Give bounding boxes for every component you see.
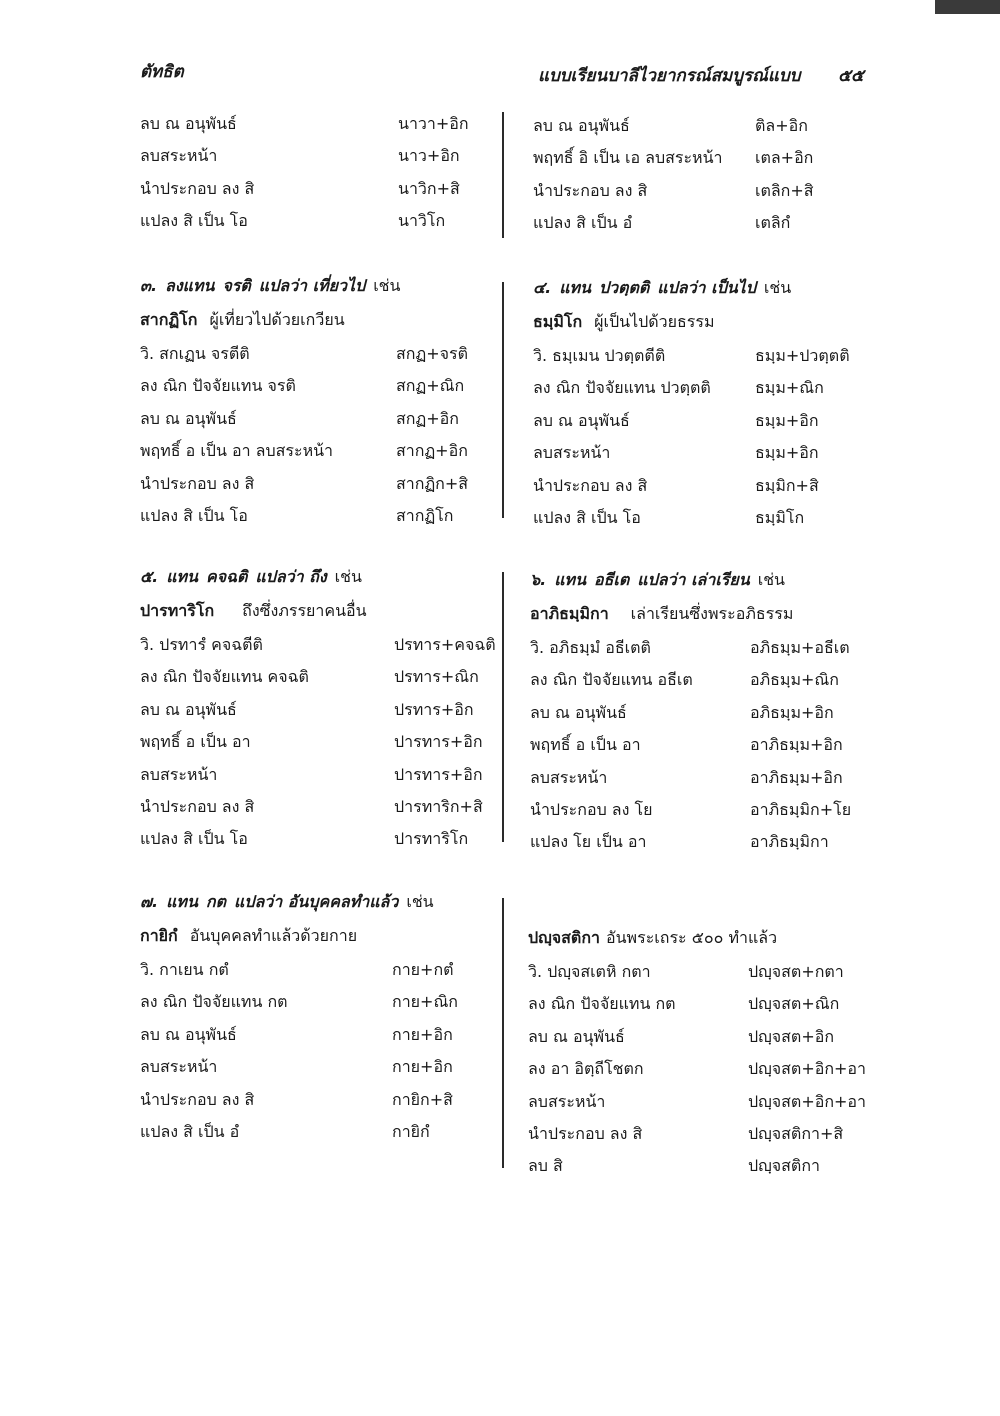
form-text: เตลิก+สิ bbox=[755, 180, 814, 200]
section-6 bbox=[530, 568, 875, 863]
form-text: กาย+อิก bbox=[392, 1024, 453, 1044]
example-gloss: เล่าเรียนซึ่งพระอภิธรรม bbox=[630, 604, 794, 623]
heading-term: แทน bbox=[554, 570, 587, 589]
step-text: นำประกอบ ลง สิ bbox=[533, 475, 648, 495]
derivation-row bbox=[533, 211, 873, 243]
section-3 bbox=[140, 274, 490, 536]
form-text: นาวิก+สิ bbox=[398, 178, 460, 198]
form-text: ธมฺม+ณิก bbox=[755, 378, 824, 398]
form-text: ธมฺม+ปวตฺตติ bbox=[755, 346, 850, 365]
step-text: พฤทธิ์ อ เป็น อา ลบสระหน้า bbox=[140, 441, 334, 461]
example-word: อาภิธมฺมิกา bbox=[530, 604, 609, 623]
derivation-row bbox=[140, 1055, 490, 1087]
step-text: นำประกอบ ลง โย bbox=[530, 799, 653, 819]
step-text: ลง อา อิตฺถีโชตก bbox=[528, 1059, 644, 1079]
example-line bbox=[140, 308, 490, 342]
derivation-row bbox=[533, 146, 873, 178]
form-text: ปารทาร+อิก bbox=[394, 732, 483, 752]
column-divider bbox=[502, 898, 504, 1168]
heading-term: ลงแทน bbox=[165, 276, 215, 295]
form-text: ปญฺจสต+ณิก bbox=[748, 994, 840, 1014]
section-number: ๔. bbox=[533, 278, 552, 297]
form-text: อาภิธมฺม+อิก bbox=[750, 767, 843, 787]
example-line bbox=[140, 924, 490, 958]
heading-meaning: แปลว่า เป็นไป bbox=[657, 278, 756, 297]
derivation-row bbox=[140, 374, 490, 406]
heading-example-word: เช่น bbox=[373, 276, 401, 295]
left-top-block bbox=[140, 112, 490, 242]
step-text: พฤทธิ์ อิ เป็น เอ ลบสระหน้า bbox=[533, 148, 723, 168]
heading-meaning: แปลว่า ถึง bbox=[255, 567, 327, 586]
form-text: ปารทาร+อิก bbox=[394, 764, 483, 784]
section-heading bbox=[530, 568, 875, 602]
derivation-row bbox=[140, 990, 490, 1022]
step-text: วิ. สกเฏน จรตีติ bbox=[140, 344, 250, 363]
step-text: ลบ ณ อนุพันธ์ bbox=[528, 1026, 625, 1046]
section-heading bbox=[533, 276, 873, 310]
form-text: อาภิธมฺมิกา bbox=[750, 832, 829, 852]
heading-term: อธีเต bbox=[594, 570, 630, 589]
example-gloss: อันพระเถระ ๕๐๐ ทำแล้ว bbox=[606, 928, 778, 947]
form-text: เตลิกํ bbox=[755, 213, 791, 233]
example-gloss: ผู้เที่ยวไปด้วยเกวียน bbox=[209, 310, 345, 329]
step-text: ลบ ณ อนุพันธ์ bbox=[530, 702, 627, 722]
column-divider bbox=[502, 572, 504, 842]
step-text: วิ. อภิธมฺมํ อธีเตติ bbox=[530, 638, 651, 657]
step-text: นำประกอบ ลง สิ bbox=[533, 180, 648, 200]
example-gloss: อันบุคคลทำแล้วด้วยกาย bbox=[189, 926, 358, 945]
step-text: ลบสระหน้า bbox=[528, 1091, 606, 1111]
form-text: กาย+กตํ bbox=[392, 960, 454, 979]
step-text: นำประกอบ ลง สิ bbox=[140, 473, 255, 493]
derivation-row bbox=[140, 827, 490, 859]
derivation-row bbox=[530, 766, 875, 798]
step-text: นำประกอบ ลง สิ bbox=[140, 178, 255, 198]
derivation-row bbox=[533, 114, 873, 146]
form-text: อาภิธมฺมิก+โย bbox=[750, 799, 852, 819]
form-text: สากฏิก+สิ bbox=[396, 473, 469, 493]
example-word: ปญฺจสติกา bbox=[528, 928, 600, 947]
step-text: ลง ณิก ปัจจัยแทน คจฉติ bbox=[140, 667, 309, 687]
derivation-row bbox=[530, 636, 875, 668]
scan-edge-mark bbox=[935, 0, 1000, 14]
form-text: ธมฺม+อิก bbox=[755, 443, 819, 463]
derivation-row bbox=[140, 795, 490, 827]
form-text: กายิก+สิ bbox=[392, 1089, 453, 1109]
step-text: ลบสระหน้า bbox=[530, 767, 608, 787]
heading-term: แทน bbox=[166, 892, 198, 911]
derivation-row bbox=[140, 730, 490, 762]
derivation-row bbox=[528, 992, 878, 1024]
form-text: ปรทาร+คจฉติ bbox=[394, 635, 496, 654]
heading-meaning: แปลว่า เล่าเรียน bbox=[637, 570, 750, 589]
example-line bbox=[533, 310, 873, 344]
heading-meaning: แปลว่า เที่ยวไป bbox=[258, 276, 366, 295]
heading-term: ปวตฺตติ bbox=[598, 278, 650, 297]
step-text: แปลง สิ เป็น โอ bbox=[140, 505, 248, 525]
derivation-row bbox=[140, 763, 490, 795]
derivation-row bbox=[530, 733, 875, 765]
form-text: ปรทาร+อิก bbox=[394, 699, 474, 719]
section-heading bbox=[140, 890, 490, 924]
step-text: วิ. ธมฺเมน ปวตฺตตีติ bbox=[533, 346, 666, 365]
derivation-row bbox=[140, 177, 490, 209]
form-text: สกฏ+ณิก bbox=[396, 376, 465, 396]
step-text: แปลง สิ เป็น อํ bbox=[533, 213, 633, 233]
section-4 bbox=[533, 276, 873, 538]
form-text: อภิธมฺม+อธีเต bbox=[750, 638, 850, 657]
form-text: ปญฺจสต+อิก+อา bbox=[748, 1059, 867, 1079]
form-text: ปรทาร+ณิก bbox=[394, 667, 479, 687]
derivation-row bbox=[530, 830, 875, 862]
step-text: ลบ ณ อนุพันธ์ bbox=[533, 116, 630, 135]
section-number: ๕. bbox=[140, 567, 159, 586]
example-line bbox=[530, 602, 875, 636]
derivation-row bbox=[140, 633, 496, 665]
form-text: ธมฺม+อิก bbox=[755, 410, 819, 430]
step-text: วิ. ปรทารํ คจฉตีติ bbox=[140, 635, 263, 654]
derivation-row bbox=[140, 698, 490, 730]
step-text: ลบ ณ อนุพันธ์ bbox=[140, 114, 237, 133]
heading-term: จรติ bbox=[222, 276, 251, 295]
running-head-left: ตัทธิต bbox=[140, 62, 184, 82]
step-text: ลบ ณ อนุพันธ์ bbox=[140, 699, 237, 719]
derivation-row bbox=[533, 506, 873, 538]
step-text: ลบ ณ อนุพันธ์ bbox=[533, 410, 630, 430]
derivation-row bbox=[140, 209, 490, 241]
form-text: ปญฺจสต+กตา bbox=[748, 962, 844, 981]
form-text: ปญฺจสติกา+สิ bbox=[748, 1123, 844, 1143]
step-text: นำประกอบ ลง สิ bbox=[140, 1089, 255, 1109]
derivation-row bbox=[140, 472, 490, 504]
step-text: ลบสระหน้า bbox=[140, 1057, 218, 1077]
form-text: สากฏ+อิก bbox=[396, 441, 468, 461]
derivation-row bbox=[533, 409, 873, 441]
example-word: ธมฺมิโก bbox=[533, 312, 583, 331]
form-text: นาวา+อิก bbox=[398, 114, 469, 133]
derivation-row bbox=[140, 112, 490, 144]
step-text: แปลง โย เป็น อา bbox=[530, 832, 647, 852]
derivation-row bbox=[140, 504, 490, 536]
heading-example-word: เช่น bbox=[406, 892, 434, 911]
derivation-row bbox=[140, 342, 490, 374]
form-text: ปญฺจสติกา bbox=[748, 1156, 820, 1176]
derivation-row bbox=[533, 474, 873, 506]
heading-term: กต bbox=[205, 892, 226, 911]
step-text: ลง ณิก ปัจจัยแทน จรติ bbox=[140, 376, 296, 396]
derivation-row bbox=[533, 179, 873, 211]
step-text: แปลง สิ เป็น โอ bbox=[533, 507, 641, 527]
section-heading bbox=[140, 274, 490, 308]
step-text: วิ. ปญฺจสเตหิ กตา bbox=[528, 962, 651, 981]
example-line bbox=[140, 599, 490, 633]
step-text: ลง ณิก ปัจจัยแทน กต bbox=[140, 992, 288, 1012]
form-text: กาย+ณิก bbox=[392, 992, 458, 1012]
derivation-row bbox=[140, 144, 490, 176]
form-text: ติล+อิก bbox=[755, 116, 808, 135]
heading-example-word: เช่น bbox=[757, 570, 785, 589]
form-text: นาวิโก bbox=[398, 211, 446, 231]
derivation-row bbox=[528, 1154, 878, 1186]
step-text: วิ. กาเยน กตํ bbox=[140, 960, 229, 979]
example-line bbox=[528, 926, 878, 960]
form-text: ธมฺมิก+สิ bbox=[755, 475, 819, 495]
derivation-row bbox=[533, 344, 873, 376]
column-divider bbox=[502, 282, 504, 518]
page-number: ๕๕ bbox=[838, 66, 864, 86]
form-text: อภิธมฺม+อิก bbox=[750, 702, 834, 722]
example-word: กายิกํ bbox=[140, 926, 178, 945]
example-word: สากฏิโก bbox=[140, 310, 198, 329]
form-text: ธมฺมิโก bbox=[755, 507, 805, 527]
step-text: ลง ณิก ปัจจัยแทน กต bbox=[528, 994, 676, 1014]
step-text: ลบ ณ อนุพันธ์ bbox=[140, 1024, 237, 1044]
column-divider bbox=[502, 112, 504, 238]
derivation-row bbox=[528, 960, 878, 992]
section-last bbox=[528, 926, 878, 1187]
step-text: ลบสระหน้า bbox=[533, 443, 611, 463]
derivation-row bbox=[140, 439, 490, 471]
form-text: ปญฺจสต+อิก bbox=[748, 1026, 835, 1046]
form-text: เตล+อิก bbox=[755, 148, 814, 168]
form-text: สากฏิโก bbox=[396, 505, 454, 525]
form-text: สกฏ+จรติ bbox=[396, 344, 468, 363]
step-text: แปลง สิ เป็น โอ bbox=[140, 211, 248, 231]
step-text: ลบสระหน้า bbox=[140, 146, 218, 166]
derivation-row bbox=[140, 1120, 490, 1152]
heading-meaning: แปลว่า อันบุคคลทำแล้ว bbox=[233, 892, 399, 911]
section-heading bbox=[140, 565, 490, 599]
section-number: ๓. bbox=[140, 276, 158, 295]
heading-term: คจฉติ bbox=[205, 567, 248, 586]
derivation-row bbox=[530, 668, 875, 700]
derivation-row bbox=[140, 958, 490, 990]
derivation-row bbox=[533, 376, 873, 408]
step-text: พฤทธิ์ อ เป็น อา bbox=[140, 732, 251, 752]
example-gloss: ถึงซึ่งภรรยาคนอื่น bbox=[242, 601, 367, 620]
derivation-row bbox=[528, 1122, 878, 1154]
step-text: นำประกอบ ลง สิ bbox=[528, 1123, 643, 1143]
step-text: ลง ณิก ปัจจัยแทน ปวตฺตติ bbox=[533, 378, 711, 398]
step-text: ลง ณิก ปัจจัยแทน อธีเต bbox=[530, 670, 693, 690]
heading-example-word: เช่น bbox=[334, 567, 362, 586]
step-text: แปลง สิ เป็น โอ bbox=[140, 829, 248, 849]
derivation-row bbox=[140, 1088, 490, 1120]
derivation-row bbox=[528, 1090, 878, 1122]
derivation-row bbox=[528, 1025, 878, 1057]
step-text: พฤทธิ์ อ เป็น อา bbox=[530, 735, 641, 755]
form-text: ปารทาริก+สิ bbox=[394, 796, 483, 816]
step-text: นำประกอบ ลง สิ bbox=[140, 796, 255, 816]
running-head-right: แบบเรียนบาลีไวยากรณ์สมบูรณ์แบบ bbox=[538, 66, 801, 86]
derivation-row bbox=[533, 441, 873, 473]
example-gloss: ผู้เป็นไปด้วยธรรม bbox=[594, 312, 715, 331]
heading-example-word: เช่น bbox=[763, 278, 792, 297]
heading-term: แทน bbox=[166, 567, 198, 586]
form-text: สกฏ+อิก bbox=[396, 408, 459, 428]
form-text: อภิธมฺม+ณิก bbox=[750, 670, 839, 690]
heading-term: แทน bbox=[559, 278, 591, 297]
derivation-row bbox=[530, 798, 875, 830]
form-text: ปารทาริโก bbox=[394, 829, 469, 849]
section-number: ๗. bbox=[140, 892, 159, 911]
section-number: ๖. bbox=[530, 570, 547, 589]
derivation-row bbox=[528, 1057, 878, 1089]
step-text: ลบ ณ อนุพันธ์ bbox=[140, 408, 237, 428]
form-text: กาย+อิก bbox=[392, 1057, 453, 1077]
derivation-row bbox=[140, 407, 490, 439]
example-word: ปารทาริโก bbox=[140, 601, 215, 620]
form-text: ปญฺจสต+อิก+อา bbox=[748, 1091, 867, 1111]
step-text: ลบสระหน้า bbox=[140, 764, 218, 784]
form-text: นาว+อิก bbox=[398, 146, 460, 166]
section-7 bbox=[140, 890, 490, 1152]
right-top-block bbox=[533, 114, 873, 244]
derivation-row bbox=[140, 1023, 490, 1055]
section-5 bbox=[140, 565, 496, 860]
step-text: ลบ สิ bbox=[528, 1156, 563, 1176]
form-text: อาภิธมฺม+อิก bbox=[750, 735, 843, 755]
derivation-row bbox=[530, 701, 875, 733]
step-text: แปลง สิ เป็น อํ bbox=[140, 1121, 240, 1141]
form-text: กายิกํ bbox=[392, 1121, 430, 1141]
derivation-row bbox=[140, 665, 490, 697]
